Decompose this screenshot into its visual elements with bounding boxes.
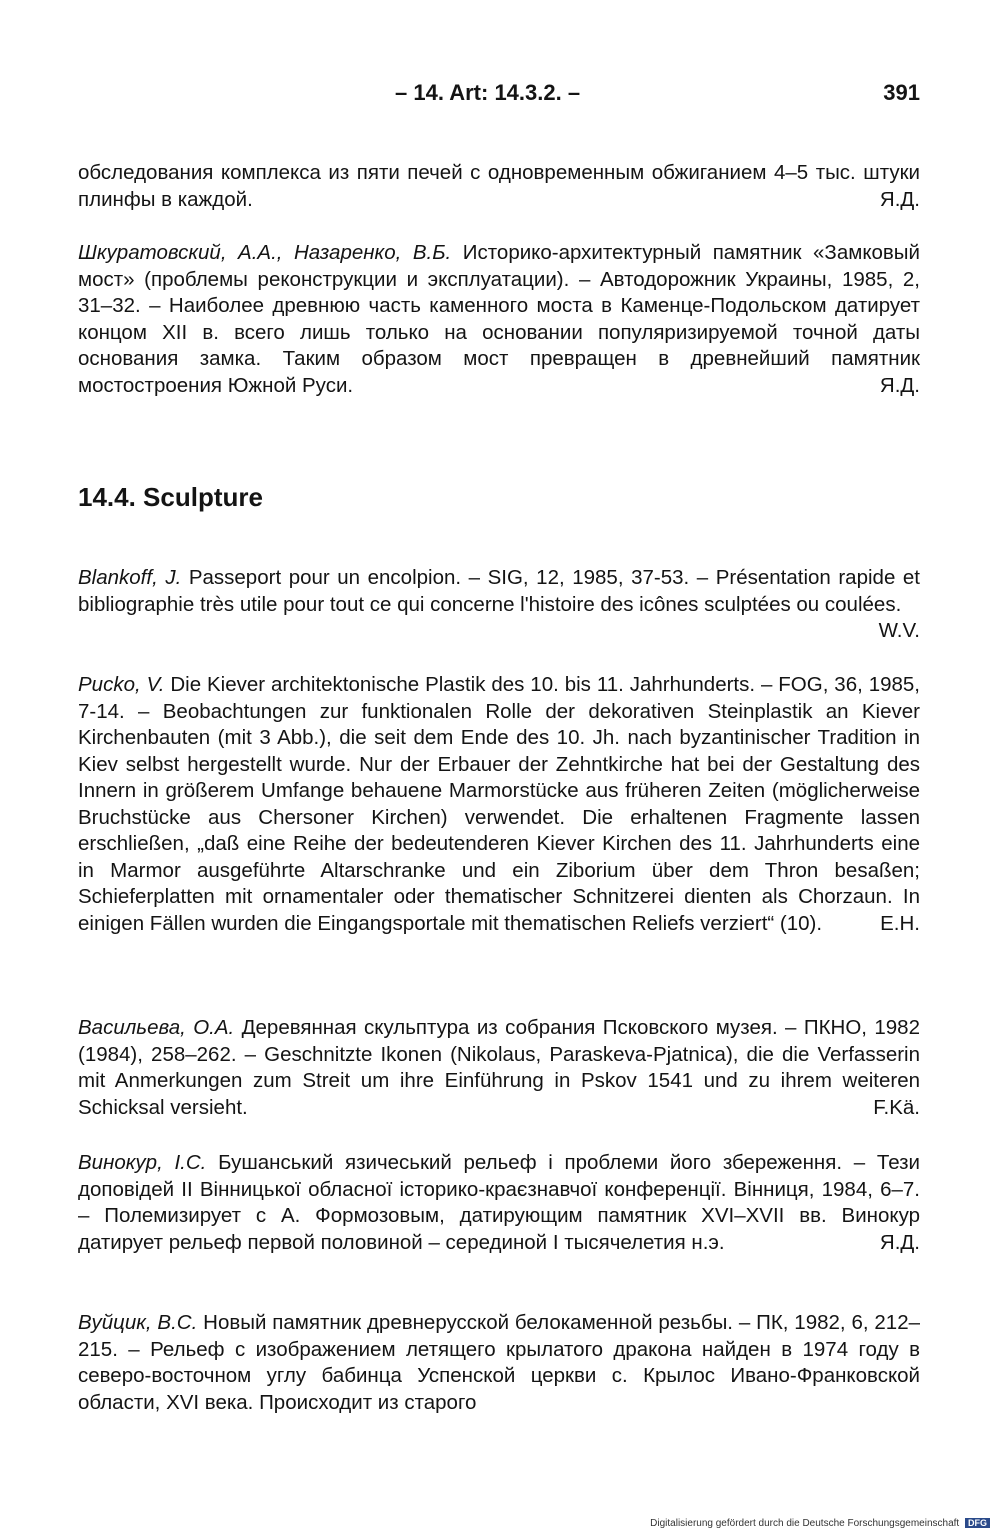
bibliography-entry	[78, 1310, 920, 1416]
bibliography-entry	[78, 1150, 920, 1256]
page-number: 391	[883, 80, 920, 105]
entry-author: Васильева, О.А.	[78, 1016, 235, 1039]
running-title: – 14. Art: 14.3.2. –	[395, 80, 581, 105]
entry-author: Шкуратовский, А.А., Назаренко, В.Б.	[78, 241, 452, 264]
footer-text: Digitalisierung gefördert durch die Deutsche Forschungsgemeinschaft	[650, 1518, 960, 1529]
bibliography-entry	[78, 160, 920, 213]
bibliography-entry	[78, 565, 920, 645]
entry-text: Бушанський язичеський рельеф і проблеми його збереження. – Тези доповідей II Вінницької обласної історико-краєзнавчої конференції. Вінниця, 1984, 6–7. – Полемизирует с А. Формозовым, датирующим памятник XVI–XVII вв. Винокур датирует рельеф первой половиной – серединой I тысячелетия н.э.	[78, 1151, 920, 1254]
entry-initials: F.Kä.	[873, 1095, 920, 1119]
entry-text: Новый памятник древнерусской белокаменной резьбы. – ПК, 1982, 6, 212–215. – Рельеф с изображением летящего крылатого дракона найден в 1974 году в северо-восточном углу бабинца Успенской церкви с. Крылос Ивано-Франковской области, XVI века. Происходит из старого	[78, 1311, 920, 1414]
running-header	[78, 80, 920, 110]
entry-initials: W.V.	[878, 619, 920, 642]
entry-text: Die Kiever architektonische Plastik des 10. bis 11. Jahrhunderts. – FOG, 36, 1985, 7-14. – Beobachtungen zur funktionalen Rolle der dekorativen Steinplastik an Kiever Kirchenbauten (mit 3 Abb.), die seit dem Ende des 10. Jh. nach byzantinischer Tradition in Kiev selbst hergestellt wurde. Nur der Erbauer der Zehntkirche hat bei der Gestaltung des Innern in größerem Umfange behauene Marmorstücke aus früheren Zeiten (möglicherweise Bruchstücke aus Chersoner Kirchen) verwendet. Die erhaltenen Fragmente lassen erschließen, „daß eine Reihe der bedeutenderen Kiever Kirchen des 11. Jahrhunderts eine in Marmor ausgeführte Altarschranke und ein Ziborium über dem Thron besaßen; Schieferplatten mit ornamentaler oder thematischer Schnitzerei dienten als Chorzaun. In einigen Fällen wurden die Eingangsportale mit thematischen Reliefs verziert“ (10).	[78, 673, 920, 935]
digitization-footer	[650, 1518, 990, 1529]
entry-author: Вуйцик, В.С.	[78, 1311, 198, 1334]
entry-initials: Я.Д.	[879, 373, 920, 397]
section-heading: 14.4. Sculpture	[78, 482, 263, 512]
entry-author: Pucko, V.	[78, 673, 165, 696]
bibliography-entry	[78, 1015, 920, 1121]
bibliography-entry	[78, 672, 920, 937]
bibliography-entry	[78, 240, 920, 399]
dfg-logo-icon: DFG	[965, 1518, 990, 1528]
entry-text: Passeport pour un encolpion. – SIG, 12, 1985, 37-53. – Présentation rapide et bibliographie très utile pour tout ce qui concerne l'histoire des icônes sculptées ou coulées.	[78, 566, 920, 616]
entry-author: Blankoff, J.	[78, 566, 182, 589]
entry-initials: Я.Д.	[879, 187, 920, 211]
entry-initials: E.H.	[880, 911, 920, 935]
entry-text: обследования комплекса из пяти печей с одновременным обжиганием 4–5 тыс. штуки плинфы в каждой.	[78, 161, 920, 211]
entry-author: Винокур, І.С.	[78, 1151, 207, 1174]
entry-initials: Я.Д.	[879, 1230, 920, 1254]
entry-text: Деревянная скульптура из собрания Псковского музея. – ПКНО, 1982 (1984), 258–262. – Geschnitzte Ikonen (Nikolaus, Paraskeva-Pjatnica), die die Verfasserin mit Anmerkungen zum Streit um ihre Einführung in Pskov 1541 und zu ihrem weiteren Schicksal versieht.	[78, 1016, 920, 1119]
entry-text: Историко-архитектурный памятник «Замковый мост» (проблемы реконструкции и эксплуатации). – Автодорожник Украины, 1985, 2, 31–32. – Наиболее древнюю часть каменного моста в Каменце-Подольском датирует концом XII в. всего лишь только на основании популяризируемой точной даты основания замка. Таким образом мост превращен в древнейший памятник мостостроения Южной Руси.	[78, 241, 920, 397]
